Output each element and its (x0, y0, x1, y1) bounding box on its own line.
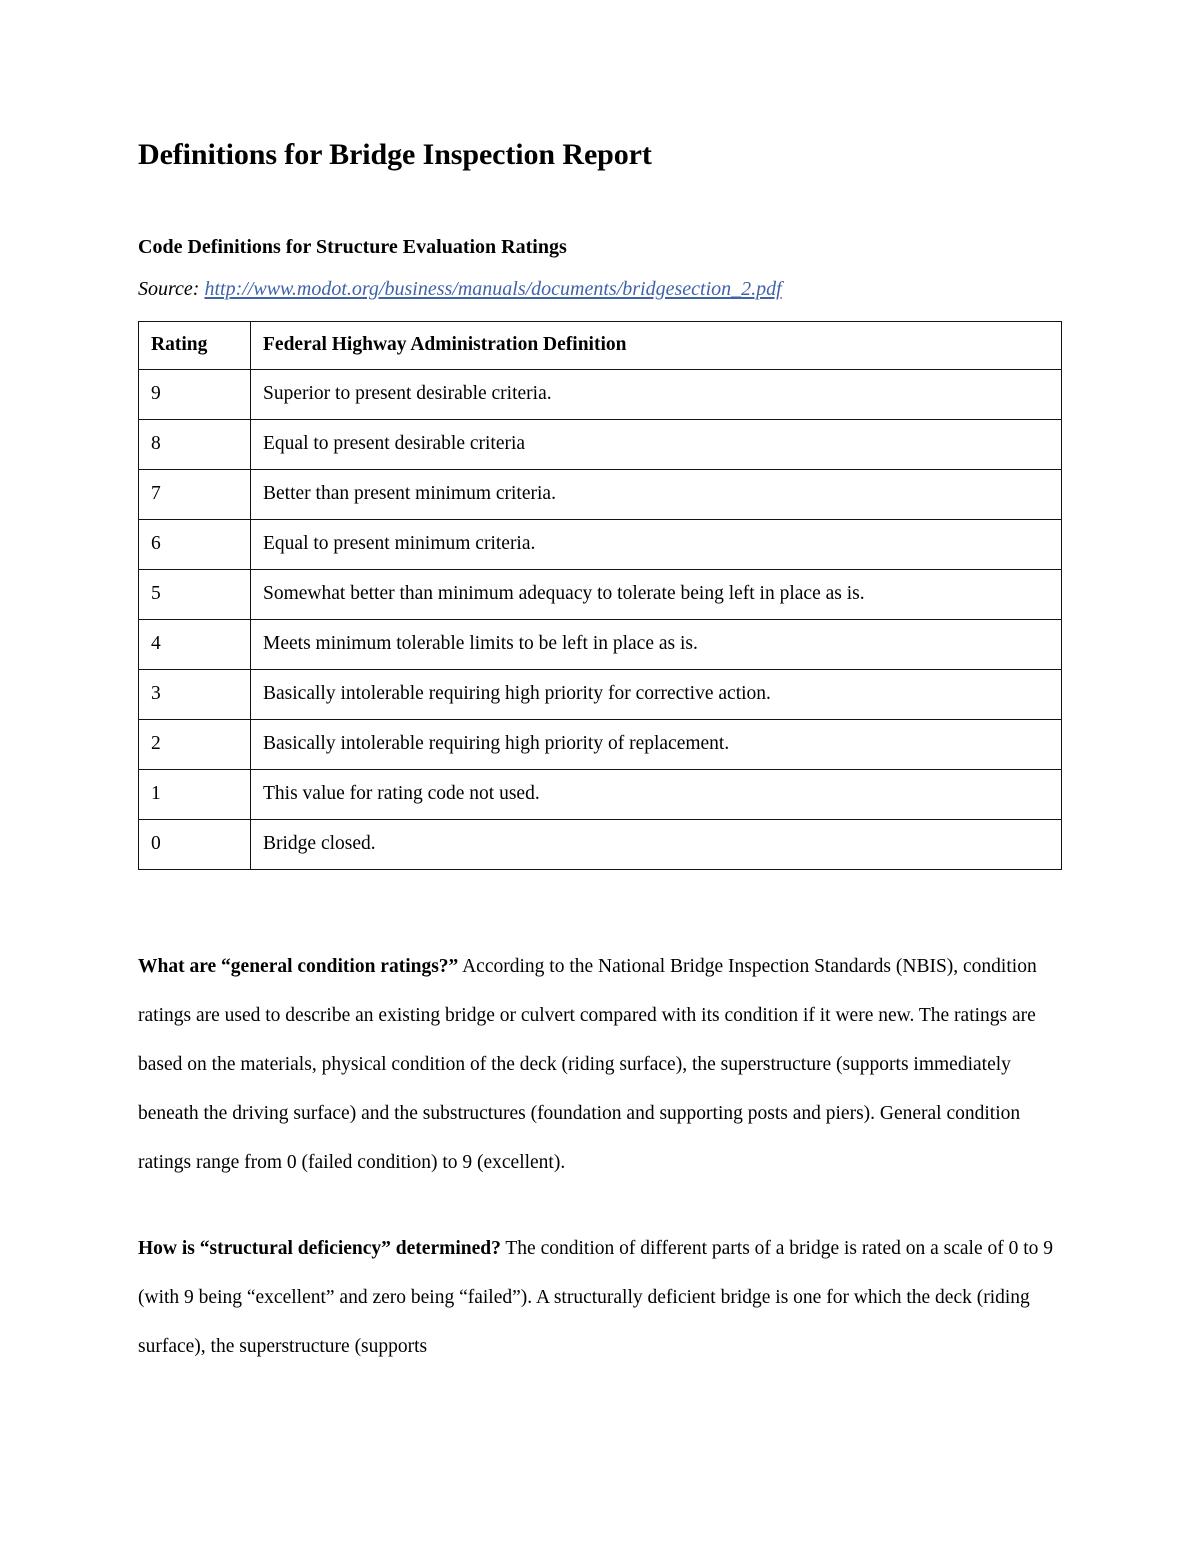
column-header-definition: Federal Highway Administration Definition (251, 321, 1062, 369)
table-row (139, 369, 1062, 419)
paragraph-body: The condition of different parts of a bridge is rated on a scale of 0 to 9 (with 9 being “excellent” and zero being “failed”). A structurally deficient bridge is one for which the deck (riding surface), the superstructure (supports (138, 1237, 1054, 1357)
paragraph-body: According to the National Bridge Inspection Standards (NBIS), condition ratings are used to describe an existing bridge or culvert compared with its condition if it were new. The ratings are based on the materials, physical condition of the deck (riding surface), the superstructure (supports immediately beneath the driving surface) and the substructures (foundation and supporting posts and piers). General condition ratings range from 0 (failed condition) to 9 (excellent). (138, 955, 1037, 1173)
paragraph-lead-in: What are “general condition ratings?” (138, 955, 459, 977)
table-row (139, 619, 1062, 669)
cell-rating: 0 (139, 819, 251, 869)
table-row (139, 719, 1062, 769)
cell-definition: This value for rating code not used. (251, 769, 1062, 819)
cell-definition: Equal to present desirable criteria (251, 419, 1062, 469)
cell-definition: Meets minimum tolerable limits to be left in place as is. (251, 619, 1062, 669)
page-title: Definitions for Bridge Inspection Report (138, 138, 652, 171)
paragraph-structural-deficiency (138, 1187, 1058, 1371)
table-row (139, 819, 1062, 869)
cell-definition: Somewhat better than minimum adequacy to tolerate being left in place as is. (251, 569, 1062, 619)
cell-rating: 7 (139, 469, 251, 519)
cell-rating: 1 (139, 769, 251, 819)
table-row (139, 569, 1062, 619)
cell-definition: Basically intolerable requiring high priority of replacement. (251, 719, 1062, 769)
cell-rating: 6 (139, 519, 251, 569)
paragraph-general-condition-ratings (138, 870, 1058, 1187)
table-row (139, 669, 1062, 719)
column-header-rating: Rating (139, 321, 251, 369)
table-header-row (139, 321, 1062, 369)
cell-rating: 2 (139, 719, 251, 769)
table-row (139, 419, 1062, 469)
cell-definition: Bridge closed. (251, 819, 1062, 869)
structure-evaluation-ratings-table (138, 321, 1062, 870)
cell-definition: Equal to present minimum criteria. (251, 519, 1062, 569)
cell-rating: 3 (139, 669, 251, 719)
cell-rating: 5 (139, 569, 251, 619)
source-label: Source: (138, 277, 200, 300)
cell-rating: 9 (139, 369, 251, 419)
source-line (138, 259, 1063, 301)
cell-definition: Better than present minimum criteria. (251, 469, 1062, 519)
section-heading: Code Definitions for Structure Evaluation Ratings (138, 235, 567, 258)
document-content (138, 0, 1063, 1371)
paragraph-lead-in: How is “structural deficiency” determined? (138, 1237, 501, 1259)
table-row (139, 519, 1062, 569)
cell-definition: Superior to present desirable criteria. (251, 369, 1062, 419)
cell-rating: 4 (139, 619, 251, 669)
cell-rating: 8 (139, 419, 251, 469)
cell-definition: Basically intolerable requiring high priority for corrective action. (251, 669, 1062, 719)
source-url-link[interactable]: http://www.modot.org/business/manuals/documents/bridgesection_2.pdf (204, 277, 782, 300)
table-row (139, 469, 1062, 519)
table-body (139, 369, 1062, 869)
table-row (139, 769, 1062, 819)
